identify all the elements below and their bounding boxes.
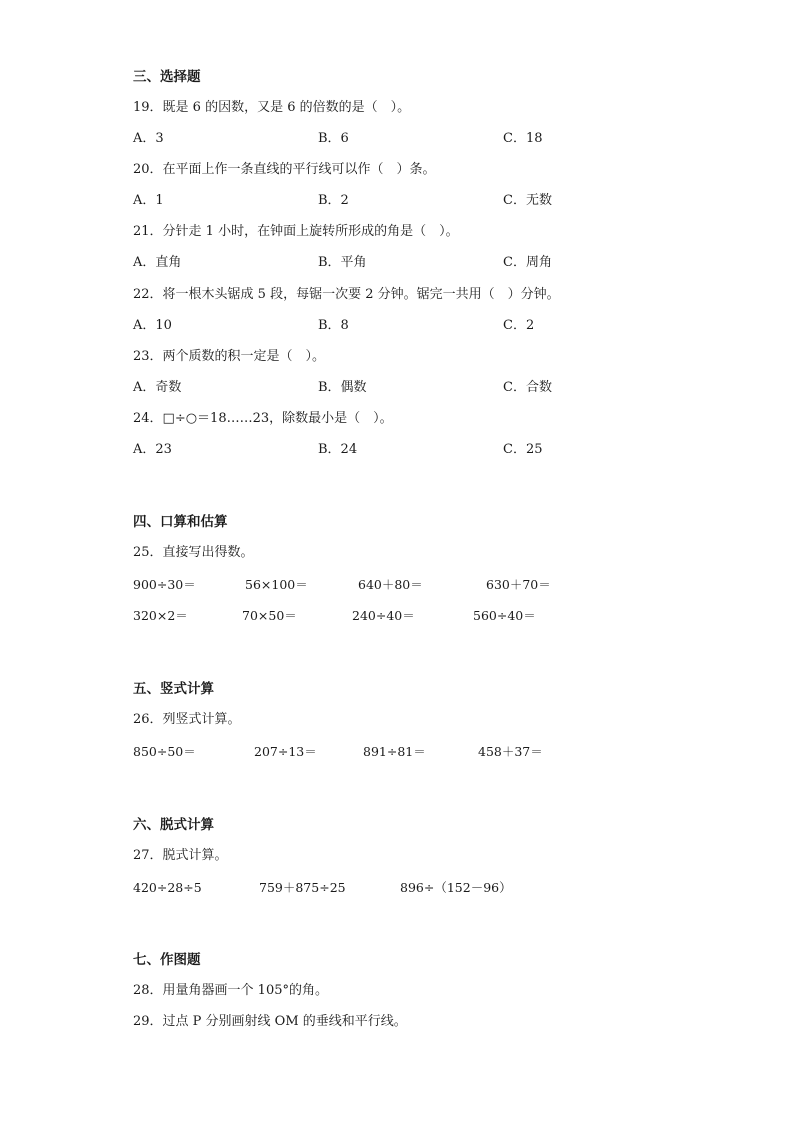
expr-25-4: 630＋70＝ (486, 577, 551, 592)
option-20-a: A．1 (133, 193, 164, 208)
expr-27-2: 759＋875÷25 (259, 880, 346, 895)
question-19: 19．既是 6 的因数，又是 6 的倍数的是（ ）。 (133, 100, 411, 115)
expr-26-2: 207÷13＝ (254, 744, 317, 759)
question-27: 27．脱式计算。 (133, 848, 228, 863)
option-21-b: B．平角 (318, 255, 367, 270)
question-28: 28．用量角器画一个 105°的角。 (133, 983, 328, 998)
option-23-c: C．合数 (503, 380, 552, 395)
section-heading-drawing: 七、作图题 (133, 952, 201, 968)
option-19-b: B．6 (318, 131, 349, 146)
section-heading-mental-math: 四、口算和估算 (133, 514, 228, 530)
section-heading-vertical-calc: 五、竖式计算 (133, 681, 214, 697)
expr-27-1: 420÷28÷5 (133, 880, 202, 895)
option-22-c: C．2 (503, 318, 535, 333)
question-29: 29．过点 P 分别画射线 OM 的垂线和平行线。 (133, 1014, 407, 1029)
expr-25-2: 56×100＝ (245, 577, 308, 592)
question-22: 22．将一根木头锯成 5 段，每锯一次要 2 分钟。锯完一共用（ ）分钟。 (133, 287, 560, 302)
question-26: 26．列竖式计算。 (133, 712, 241, 727)
option-22-a: A．10 (133, 318, 172, 333)
option-20-b: B．2 (318, 193, 349, 208)
expr-25-8: 560÷40＝ (473, 608, 536, 623)
option-24-b: B．24 (318, 442, 358, 457)
option-19-c: C．18 (503, 131, 543, 146)
question-21: 21．分针走 1 小时，在钟面上旋转所形成的角是（ ）。 (133, 224, 459, 239)
option-22-b: B．8 (318, 318, 349, 333)
section-heading-step-calc: 六、脱式计算 (133, 817, 214, 833)
question-24: 24．□÷○＝18……23，除数最小是（ ）。 (133, 411, 393, 426)
expr-25-6: 70×50＝ (242, 608, 297, 623)
question-23: 23．两个质数的积一定是（ ）。 (133, 349, 326, 364)
expr-25-7: 240÷40＝ (352, 608, 415, 623)
expr-25-1: 900÷30＝ (133, 577, 196, 592)
option-21-c: C．周角 (503, 255, 552, 270)
option-24-c: C．25 (503, 442, 543, 457)
option-21-a: A．直角 (133, 255, 182, 270)
option-20-c: C．无数 (503, 193, 552, 208)
expr-26-1: 850÷50＝ (133, 744, 196, 759)
expr-26-3: 891÷81＝ (363, 744, 426, 759)
expr-25-5: 320×2＝ (133, 608, 188, 623)
option-23-a: A．奇数 (133, 380, 182, 395)
section-heading-choice: 三、选择题 (133, 69, 201, 85)
question-20: 20．在平面上作一条直线的平行线可以作（ ）条。 (133, 162, 436, 177)
option-19-a: A．3 (133, 131, 164, 146)
expr-25-3: 640＋80＝ (358, 577, 423, 592)
option-23-b: B．偶数 (318, 380, 367, 395)
question-25: 25．直接写出得数。 (133, 545, 254, 560)
option-24-a: A．23 (133, 442, 172, 457)
expr-27-3: 896÷（152－96） (400, 880, 512, 895)
expr-26-4: 458＋37＝ (478, 744, 543, 759)
